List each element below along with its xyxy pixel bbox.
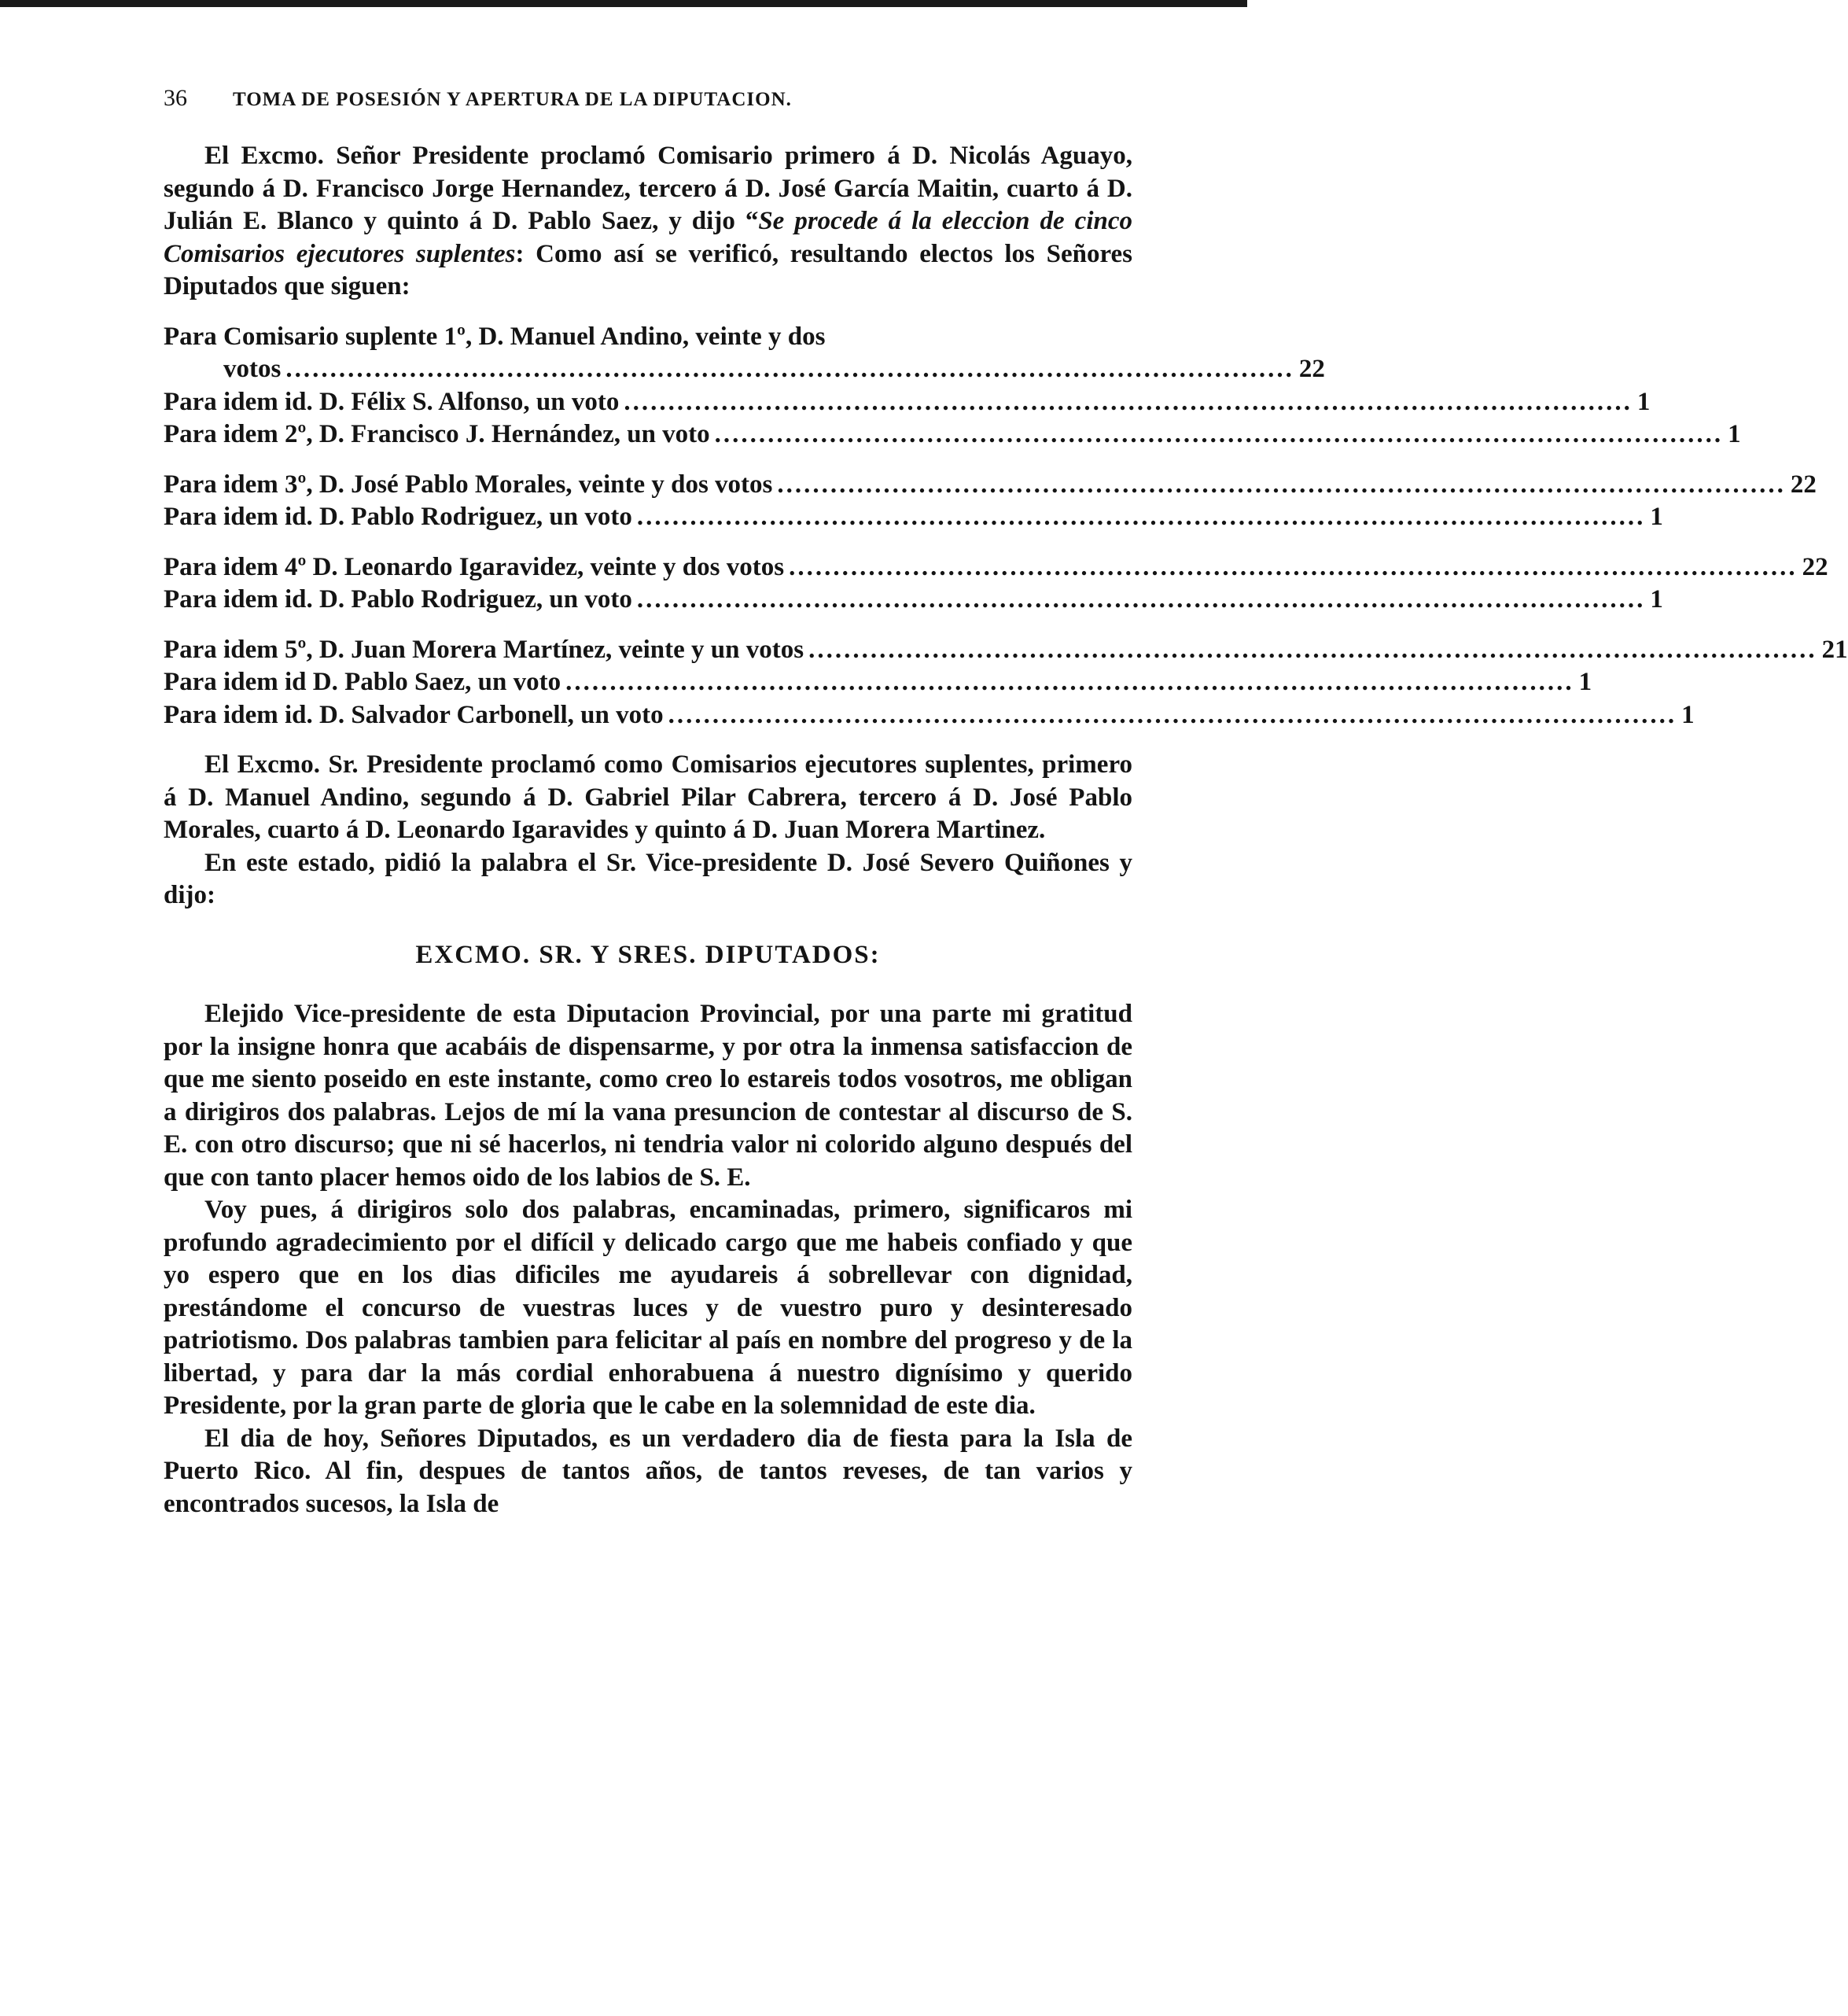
vote-group-3: [164, 469, 1817, 534]
vote-text: Para idem id. D. Pablo Rodriguez, un voto: [164, 503, 632, 531]
vote-count: 22: [1802, 552, 1828, 581]
vote-count: 21: [1821, 635, 1848, 664]
vote-text: Para idem 4º D. Leonardo Igaravidez, veinte y dos votos: [164, 552, 785, 581]
vote-group-5: [164, 634, 1848, 732]
vote-group-4: [164, 551, 1828, 617]
dot-leader: ..................................................................................................................: [714, 420, 1724, 448]
intro-text-start: El Excmo. Señor Presidente proclamó Comisario primero á D. Nicolás Aguayo, segundo á D. Francisco Jorge Hernandez, tercero á D. José García Maitin, cuarto á D. Julián E. Blanco y quinto á D. Pablo Saez, y dijo “: [164, 142, 1132, 235]
vote-row: [164, 551, 1828, 584]
speech-paragraph-1: Elejido Vice-presidente de esta Diputacion Provincial, por una parte mi gratitud por la insigne honra que acabáis de dispensarme, y por otra la inmensa satisfaccion de que me siento poseido en este instante, como creo lo estareis todos vosotros, me obligan a dirigiros dos palabras. Lejos de mí la vana presuncion de contestar al discurso de S. E. con otro discurso; que ni sé hacerlos, ni tendria valor ni colorido alguno después del que con tanto placer hemos oido de los labios de S. E.: [164, 1000, 1132, 1192]
intro-text-end: : Como así se verificó, resultando electos los Señores Diputados que siguen:: [164, 239, 1132, 300]
vote-text: Para idem 3º, D. José Pablo Morales, veinte y dos votos: [164, 470, 773, 499]
document-body: [164, 140, 1848, 1520]
vote-group-1: [164, 321, 1741, 451]
document-page: [164, 85, 1848, 1520]
dot-leader: ..................................................................................................................: [789, 552, 1798, 581]
vote-list: [164, 321, 1848, 732]
proclamation-paragraph: El Excmo. Sr. Presidente proclamó como Comisarios ejecutores suplentes, primero á D. Manuel Andino, segundo á D. Gabriel Pilar Cabrera, tercero á D. José Pablo Morales, cuarto á D. Leonardo Igaravides y quinto á D. Juan Morera Martinez.: [164, 750, 1132, 844]
vote-count: 22: [1298, 355, 1325, 383]
vote-row: [164, 666, 1592, 699]
speech-paragraph-3: El dia de hoy, Señores Diputados, es un verdadero dia de fiesta para la Isla de Puerto Rico. Al fin, despues de tantos años, de tantos reveses, de tan varios y encontrados sucesos, la Isla de: [164, 1424, 1132, 1518]
dot-leader: ..................................................................................................................: [668, 700, 1677, 729]
vote-row: [164, 634, 1848, 667]
vote-text-continuation: votos: [223, 355, 282, 383]
vote-count: 1: [1578, 668, 1592, 696]
speech-heading: EXCMO. SR. Y SRES. DIPUTADOS:: [415, 940, 881, 969]
dot-leader: ..................................................................................................................: [285, 355, 1294, 383]
vote-text: Para Comisario suplente 1º, D. Manuel Andino, veinte y dos: [164, 322, 826, 351]
top-border: [0, 0, 1247, 7]
dot-leader: ..................................................................................................................: [636, 503, 1646, 531]
vote-row: [164, 501, 1663, 534]
vote-text: Para idem 5º, D. Juan Morera Martínez, veinte y un votos: [164, 635, 804, 664]
page-number: 36: [164, 85, 187, 111]
speech-paragraph-2: Voy pues, á dirigiros solo dos palabras, encaminadas, primero, significaros mi profundo agradecimiento por el difícil y delicado cargo que me habeis confiado y que yo espero que en los dias dificiles me ayudareis á sobrellevar con dignidad, prestándome el concurso de vuestras luces y de vuestro puro y desinteresado patriotismo. Dos palabras tambien para felicitar al país en nombre del progreso y de la libertad, y para dar la más cordial enhorabuena á nuestro dignísimo y querido Presidente, por la gran parte de gloria que le cabe en la solemnidad de este dia.: [164, 1196, 1132, 1420]
vote-count: 1: [1650, 585, 1663, 614]
vote-text: Para idem 2º, D. Francisco J. Hernández, un voto: [164, 420, 710, 448]
vote-count: 1: [1728, 420, 1741, 448]
vote-text: Para idem id D. Pablo Saez, un voto: [164, 668, 561, 696]
dot-leader: ..................................................................................................................: [808, 635, 1817, 664]
vote-row: [164, 699, 1695, 732]
vote-count: 1: [1650, 503, 1663, 531]
vote-row: [164, 469, 1817, 502]
vote-row-hanging: [164, 321, 1325, 386]
page-header: [164, 85, 1132, 120]
vote-text: Para idem id. D. Félix S. Alfonso, un voto: [164, 387, 620, 416]
intro-paragraph: [164, 140, 1132, 304]
vote-row: [164, 584, 1663, 617]
dot-leader: ..................................................................................................................: [777, 470, 1786, 499]
request-paragraph: En este estado, pidió la palabra el Sr. Vice-presidente D. José Severo Quiñones y dijo:: [164, 848, 1132, 909]
running-head: TOMA DE POSESIÓN Y APERTURA DE LA DIPUTACION.: [233, 89, 792, 110]
vote-text: Para idem id. D. Pablo Rodriguez, un voto: [164, 585, 632, 614]
vote-count: 1: [1681, 700, 1695, 729]
vote-row: [164, 386, 1651, 419]
vote-count: 22: [1790, 470, 1817, 499]
intro-italic-text: Se procede á la eleccion de cinco Comisarios ejecutores suplentes: [164, 207, 1132, 268]
dot-leader: ..................................................................................................................: [636, 585, 1646, 614]
vote-row: [164, 418, 1741, 451]
dot-leader: ..................................................................................................................: [624, 387, 1633, 416]
dot-leader: ..................................................................................................................: [565, 668, 1574, 696]
vote-text: Para idem id. D. Salvador Carbonell, un voto: [164, 700, 664, 729]
vote-count: 1: [1636, 387, 1651, 416]
